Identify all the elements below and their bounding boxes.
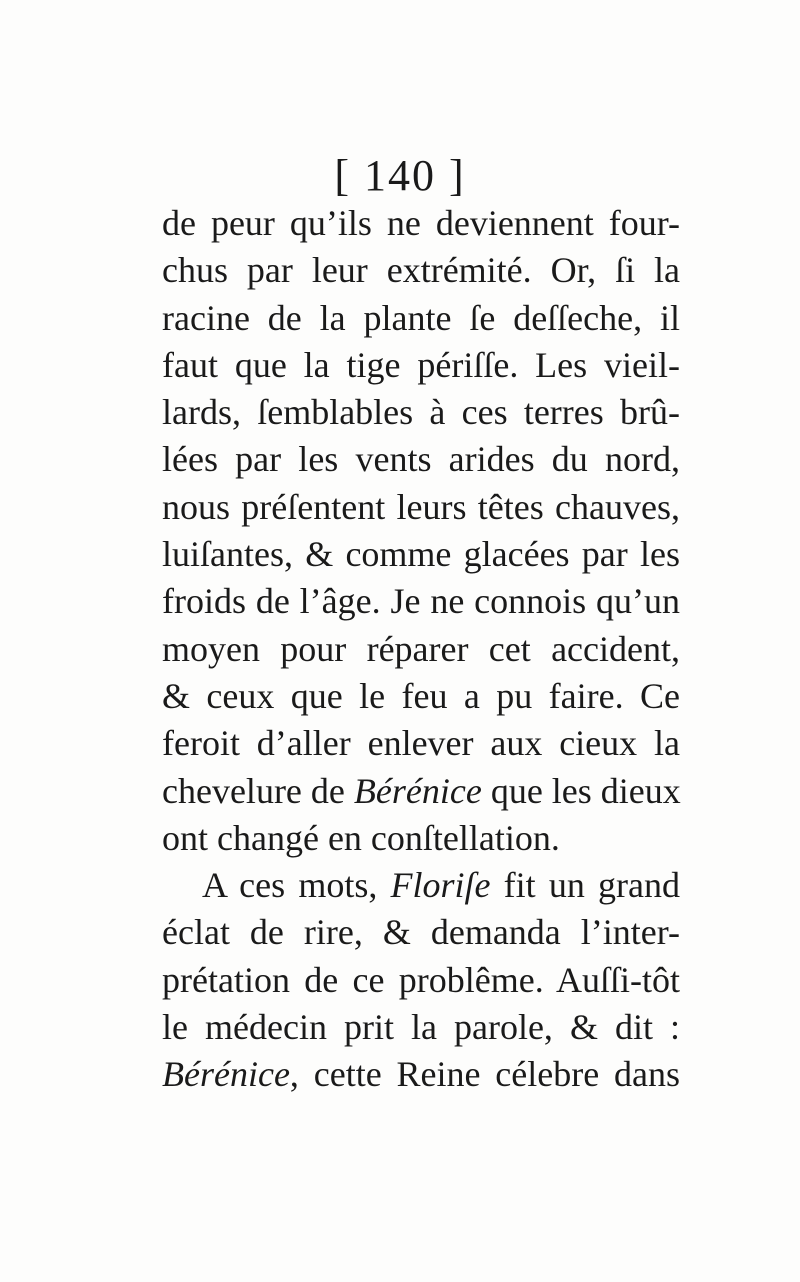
text-line: éclat de rire, & demanda l’inter-: [162, 912, 680, 953]
line-text-after: fit un grand: [490, 865, 680, 906]
text-line: feroit d’aller enlever aux cieux la: [162, 723, 680, 764]
text-line: [162, 862, 680, 909]
line-text-before: A ces mots,: [202, 865, 391, 906]
paragraph-end-line: ont changé en conſtellation.: [162, 817, 560, 858]
italic-name: Floriſe: [390, 865, 491, 906]
italic-name: Bérénice: [162, 1054, 290, 1095]
text-line: prétation de ce problême. Auſſi-tôt: [162, 959, 680, 1000]
text-line: lards, ſemblables à ces terres brû-: [162, 392, 680, 433]
text-line: racine de la plante ſe deſſeche, il: [162, 297, 680, 338]
text-line: [162, 768, 680, 815]
text-line: faut que la tige périſſe. Les vieil-: [162, 344, 680, 385]
text-line: lées par les vents arides du nord,: [162, 439, 680, 480]
text-line: chus par leur extrémité. Or, ſi la: [162, 250, 680, 291]
body-text: [162, 200, 680, 1099]
text-line: & ceux que le feu a pu faire. Ce: [162, 675, 680, 716]
text-line: le médecin prit la parole, & dit :: [162, 1007, 680, 1048]
text-line: nous préſentent leurs têtes chauves,: [162, 486, 680, 527]
text-line: froids de l’âge. Je ne connois qu’un: [162, 581, 680, 622]
line-text-after: que les dieux: [481, 770, 681, 811]
text-line: luiſantes, & comme glacées par les: [162, 534, 680, 575]
text-line: de peur qu’ils ne deviennent four-: [162, 203, 680, 243]
text-line: moyen pour réparer cet accident,: [162, 628, 680, 669]
line-text-after: , cette Reine célebre dans: [289, 1054, 680, 1095]
page-number: [ 140 ]: [334, 151, 466, 200]
italic-name: Bérénice: [353, 770, 482, 811]
text-line: [162, 1051, 680, 1098]
line-text-before: chevelure de: [162, 770, 354, 811]
